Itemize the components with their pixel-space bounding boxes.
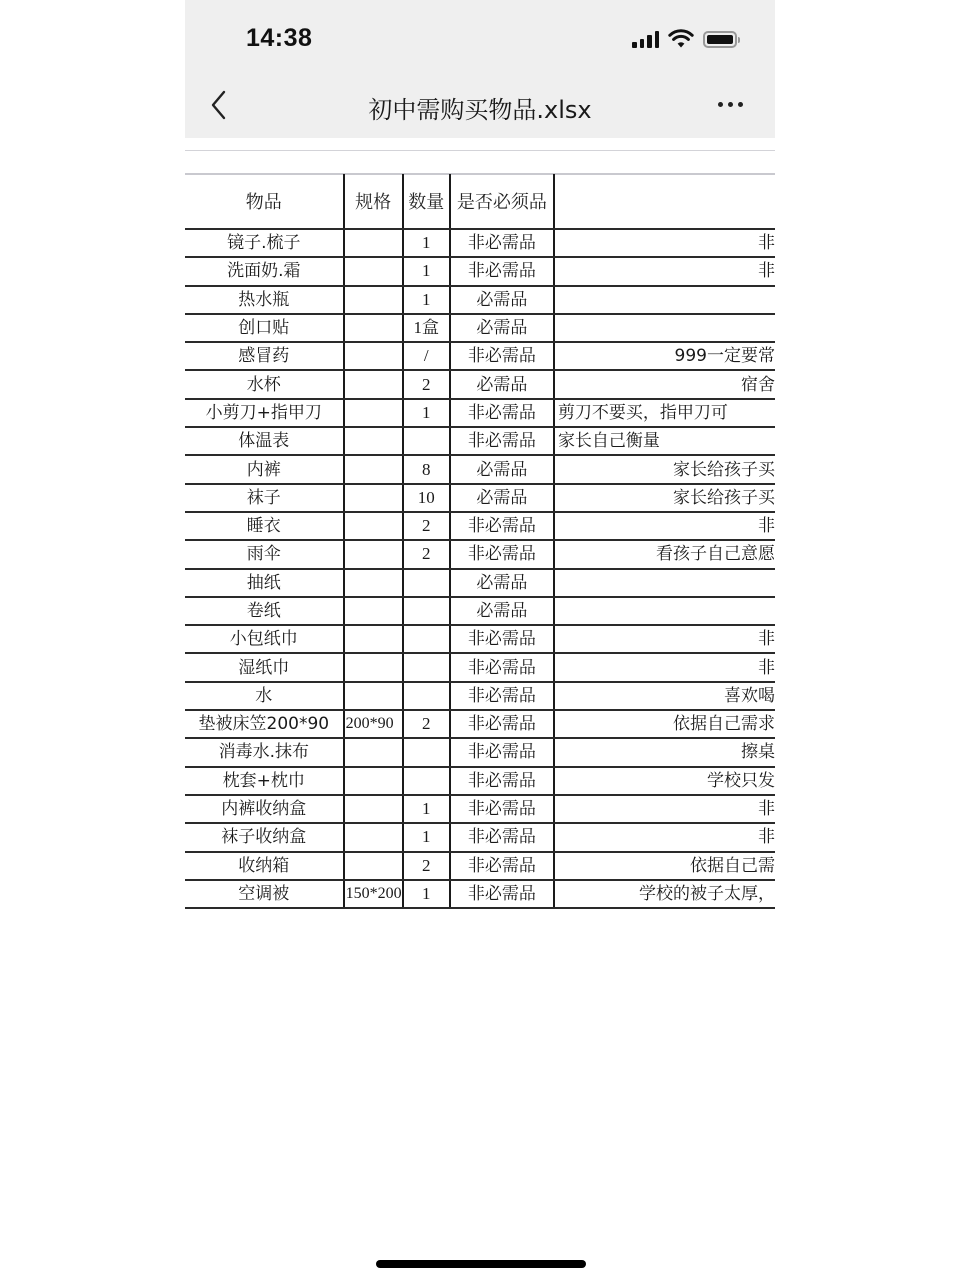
cell-qty-text: 1 — [422, 261, 431, 281]
cell-qty[interactable] — [403, 427, 450, 455]
table-row — [185, 286, 775, 314]
nav-bar — [185, 72, 775, 138]
cell-note[interactable] — [554, 597, 775, 625]
cell-spec[interactable] — [344, 314, 403, 342]
status-time: 14:38 — [246, 24, 313, 52]
cell-qty-text: 1 — [422, 289, 431, 309]
cell-required-text: 必需品 — [476, 487, 528, 508]
cell-required[interactable] — [450, 314, 554, 342]
header-spec[interactable]: 规格 — [344, 174, 403, 229]
cell-item[interactable] — [185, 710, 344, 738]
cell-item[interactable] — [185, 286, 344, 314]
cell-qty-text: 8 — [422, 459, 431, 479]
cell-qty-text: 2 — [422, 714, 431, 734]
cell-qty[interactable] — [403, 286, 450, 314]
cell-qty[interactable] — [403, 795, 450, 823]
cell-required-text: 非必需品 — [467, 657, 536, 678]
cell-note[interactable] — [554, 484, 775, 512]
cell-item[interactable] — [185, 370, 344, 398]
cell-note-text: 非 — [758, 827, 775, 848]
cell-qty-text: 1 — [422, 827, 431, 847]
cell-qty-text: 10 — [417, 487, 435, 507]
cell-note[interactable] — [554, 795, 775, 823]
cell-required[interactable] — [450, 852, 554, 880]
cell-note[interactable] — [554, 738, 775, 766]
cell-item-text: 镜子.梳子 — [227, 233, 301, 254]
cell-note-text: 宿舍 — [741, 374, 775, 395]
cell-required[interactable] — [450, 682, 554, 710]
cell-note[interactable] — [554, 370, 775, 398]
cell-item-text: 小剪刀+指甲刀 — [205, 402, 322, 423]
cell-item[interactable] — [185, 795, 344, 823]
cell-note[interactable] — [554, 540, 775, 568]
table-row — [185, 880, 775, 908]
cell-item[interactable] — [185, 427, 344, 455]
cell-required[interactable] — [450, 399, 554, 427]
cell-item[interactable] — [185, 455, 344, 483]
cell-note[interactable] — [554, 399, 775, 427]
cell-qty-text: 1盒 — [413, 318, 439, 338]
table-row — [185, 653, 775, 681]
table-row — [185, 597, 775, 625]
cell-spec[interactable] — [344, 625, 403, 653]
cell-item[interactable] — [185, 767, 344, 795]
cell-note-text: 依据自己需 — [690, 855, 775, 876]
table-row — [185, 257, 775, 285]
cell-required-text: 必需品 — [476, 289, 528, 310]
table-row — [185, 399, 775, 427]
cell-note-text: 擦桌 — [741, 742, 775, 763]
cell-required-text: 必需品 — [476, 601, 528, 621]
cell-qty-text: 2 — [422, 374, 431, 394]
cell-required[interactable] — [450, 767, 554, 795]
cell-note[interactable] — [554, 257, 775, 285]
cell-required-text: 必需品 — [476, 572, 528, 593]
table-row — [185, 427, 775, 455]
cell-item[interactable] — [185, 314, 344, 342]
cell-note-text: 家长给孩子买 — [673, 459, 775, 480]
cell-item-text: 雨伞 — [246, 544, 281, 565]
table-row — [185, 540, 775, 568]
cell-required-text: 非必需品 — [467, 685, 536, 706]
cell-spec[interactable] — [344, 455, 403, 483]
cell-note[interactable] — [554, 229, 775, 257]
more-horizontal-icon[interactable] — [714, 98, 747, 111]
cell-note-text: 非 — [758, 657, 775, 678]
cell-item-text: 睡衣 — [246, 516, 281, 537]
cell-note-text: 非 — [758, 799, 775, 820]
cell-spec[interactable] — [344, 795, 403, 823]
cell-item-text: 创口贴 — [238, 318, 290, 339]
cell-item-text: 小包纸巾 — [229, 629, 298, 650]
cell-required[interactable] — [450, 795, 554, 823]
cell-required[interactable] — [450, 880, 554, 908]
cell-item-text: 收纳箱 — [238, 855, 290, 876]
cell-required-text: 非必需品 — [467, 855, 536, 876]
cell-item[interactable] — [185, 569, 344, 597]
cell-spec[interactable] — [344, 540, 403, 568]
cell-item-text: 水 — [255, 685, 273, 706]
cell-note[interactable] — [554, 710, 775, 738]
cell-qty[interactable] — [403, 823, 450, 851]
battery-icon — [703, 31, 737, 48]
cell-required[interactable] — [450, 569, 554, 597]
cell-qty[interactable] — [403, 682, 450, 710]
cell-qty-text: / — [423, 346, 429, 366]
cell-note[interactable] — [554, 569, 775, 597]
cell-item-text: 卷纸 — [246, 601, 281, 621]
cell-required[interactable] — [450, 257, 554, 285]
cell-qty[interactable] — [403, 399, 450, 427]
cell-required-text: 非必需品 — [467, 544, 536, 565]
cell-note[interactable] — [554, 342, 775, 370]
cell-item-text: 垫被床笠200*90 — [198, 714, 330, 735]
cell-spec[interactable] — [344, 852, 403, 880]
cell-note[interactable] — [554, 455, 775, 483]
cell-qty[interactable] — [403, 229, 450, 257]
cell-spec[interactable] — [344, 427, 403, 455]
cell-note-text: 家长给孩子买 — [673, 487, 775, 508]
cell-required-text: 非必需品 — [467, 883, 536, 904]
table-row — [185, 512, 775, 540]
cell-note-text: 喜欢喝 — [724, 685, 775, 706]
cell-required-text: 必需品 — [476, 459, 528, 480]
cell-qty[interactable] — [403, 710, 450, 738]
cell-required-text: 非必需品 — [467, 742, 536, 763]
table-row — [185, 342, 775, 370]
table-row — [185, 823, 775, 851]
cell-note-text: 学校只发 — [707, 770, 775, 791]
cell-item[interactable] — [185, 484, 344, 512]
cell-item-text: 枕套+枕巾 — [222, 770, 305, 791]
cell-qty[interactable] — [403, 257, 450, 285]
cell-item-text: 袜子收纳盒 — [221, 827, 307, 848]
cell-qty[interactable] — [403, 597, 450, 625]
cell-qty[interactable] — [403, 569, 450, 597]
cell-item[interactable] — [185, 625, 344, 653]
cell-spec[interactable] — [344, 682, 403, 710]
cell-qty[interactable] — [403, 314, 450, 342]
cell-qty[interactable] — [403, 852, 450, 880]
table-row — [185, 569, 775, 597]
cell-qty-text: 2 — [422, 544, 431, 564]
cell-item-text: 空调被 — [238, 883, 290, 904]
cell-note[interactable] — [554, 823, 775, 851]
cell-item[interactable] — [185, 399, 344, 427]
cell-required[interactable] — [450, 455, 554, 483]
table-row — [185, 738, 775, 766]
cell-note-text: 非 — [758, 233, 775, 254]
cell-qty[interactable] — [403, 540, 450, 568]
cell-spec-text: 150*200 — [345, 884, 402, 902]
cell-qty[interactable] — [403, 625, 450, 653]
cell-item[interactable] — [185, 342, 344, 370]
cell-required[interactable] — [450, 342, 554, 370]
header-note[interactable] — [554, 174, 775, 229]
cell-item[interactable] — [185, 540, 344, 568]
cell-qty[interactable] — [403, 342, 450, 370]
cell-qty-text: 1 — [422, 799, 431, 819]
cell-spec[interactable] — [344, 880, 403, 908]
cell-required[interactable] — [450, 625, 554, 653]
cell-note-text: 看孩子自己意愿 — [656, 544, 775, 565]
table-row — [185, 767, 775, 795]
cell-qty[interactable] — [403, 880, 450, 908]
cell-required[interactable] — [450, 512, 554, 540]
phone-screen — [185, 0, 775, 1280]
cell-required-text: 非必需品 — [467, 261, 536, 282]
cell-item-text: 热水瓶 — [238, 289, 290, 310]
cell-qty[interactable] — [403, 738, 450, 766]
cell-item[interactable] — [185, 597, 344, 625]
cell-item[interactable] — [185, 682, 344, 710]
cell-item-text: 湿纸巾 — [238, 657, 290, 678]
cell-note-text: 依据自己需求 — [673, 714, 775, 735]
sheet-divider — [185, 150, 775, 151]
table-row — [185, 455, 775, 483]
cell-item-text: 内裤收纳盒 — [221, 799, 307, 820]
cell-note[interactable] — [554, 682, 775, 710]
cell-spec[interactable] — [344, 597, 403, 625]
table-row — [185, 795, 775, 823]
cell-qty[interactable] — [403, 370, 450, 398]
cell-note[interactable] — [554, 286, 775, 314]
table-row — [185, 852, 775, 880]
cell-qty-text: 1 — [422, 233, 431, 253]
cell-item[interactable] — [185, 512, 344, 540]
cell-spec[interactable] — [344, 370, 403, 398]
table-row — [185, 370, 775, 398]
cell-note[interactable] — [554, 625, 775, 653]
cell-spec[interactable] — [344, 399, 403, 427]
header-row — [185, 174, 775, 229]
cell-note-text: 学校的被子太厚， — [639, 883, 775, 904]
cell-item-text: 感冒药 — [238, 346, 290, 367]
cell-qty[interactable] — [403, 512, 450, 540]
cell-item-text: 洗面奶.霜 — [227, 261, 301, 282]
cell-spec[interactable] — [344, 569, 403, 597]
cell-item[interactable] — [185, 738, 344, 766]
cell-required[interactable] — [450, 484, 554, 512]
cell-required[interactable] — [450, 823, 554, 851]
cell-qty[interactable] — [403, 653, 450, 681]
cell-required-text: 非必需品 — [467, 770, 536, 791]
spreadsheet-table — [185, 174, 775, 909]
cell-required-text: 必需品 — [476, 374, 528, 395]
header-qty[interactable]: 数量 — [403, 174, 450, 229]
cell-note[interactable] — [554, 880, 775, 908]
cell-required-text: 非必需品 — [467, 346, 536, 367]
cell-qty-text: 2 — [422, 855, 431, 875]
wifi-icon — [668, 29, 694, 49]
cell-item[interactable] — [185, 257, 344, 285]
cell-spec[interactable] — [344, 767, 403, 795]
cell-required[interactable] — [450, 653, 554, 681]
cell-item-text: 消毒水.抹布 — [218, 742, 309, 763]
cell-required-text: 必需品 — [476, 318, 528, 339]
header-required[interactable]: 是否必须品 — [450, 174, 554, 229]
cell-note[interactable] — [554, 427, 775, 455]
cell-note[interactable] — [554, 852, 775, 880]
cell-note-text: 家长自己衡量 — [557, 431, 660, 452]
cell-item[interactable] — [185, 823, 344, 851]
cell-required[interactable] — [450, 597, 554, 625]
cell-required[interactable] — [450, 229, 554, 257]
cell-note-text: 非 — [758, 261, 775, 282]
cell-item[interactable] — [185, 852, 344, 880]
cell-item-text: 袜子 — [246, 487, 281, 508]
cell-item-text: 抽纸 — [246, 572, 281, 593]
cell-required[interactable] — [450, 738, 554, 766]
cell-spec[interactable] — [344, 738, 403, 766]
cell-spec[interactable] — [344, 512, 403, 540]
cell-required[interactable] — [450, 286, 554, 314]
cell-required-text: 非必需品 — [467, 431, 536, 452]
table-row — [185, 710, 775, 738]
table-row — [185, 625, 775, 653]
table-row — [185, 682, 775, 710]
cell-item-text: 体温表 — [238, 431, 290, 452]
cell-qty-text: 2 — [422, 516, 431, 536]
cellular-signal-icon — [632, 30, 659, 48]
cell-spec[interactable] — [344, 342, 403, 370]
cell-spec[interactable] — [344, 484, 403, 512]
status-icons — [632, 28, 737, 50]
cell-item-text: 内裤 — [246, 459, 281, 480]
cell-required-text: 非必需品 — [467, 629, 536, 650]
cell-item[interactable] — [185, 229, 344, 257]
cell-qty-text: 1 — [422, 402, 431, 422]
cell-qty[interactable] — [403, 767, 450, 795]
home-indicator[interactable] — [376, 1260, 586, 1268]
page-title: 初中需购买物品.xlsx — [368, 96, 592, 124]
cell-qty[interactable] — [403, 455, 450, 483]
cell-note-text: 非 — [758, 629, 775, 650]
cell-required-text: 非必需品 — [467, 827, 536, 848]
cell-required-text: 非必需品 — [467, 516, 536, 537]
cell-required-text: 非必需品 — [467, 233, 536, 254]
cell-spec[interactable] — [344, 823, 403, 851]
cell-spec[interactable] — [344, 257, 403, 285]
cell-item[interactable] — [185, 880, 344, 908]
cell-spec[interactable] — [344, 229, 403, 257]
header-item[interactable]: 物品 — [185, 174, 344, 229]
cell-note[interactable] — [554, 653, 775, 681]
cell-spec-text: 200*90 — [345, 715, 394, 733]
cell-required[interactable] — [450, 370, 554, 398]
cell-required[interactable] — [450, 427, 554, 455]
cell-qty[interactable] — [403, 484, 450, 512]
cell-note[interactable] — [554, 767, 775, 795]
cell-required-text: 非必需品 — [467, 402, 536, 423]
cell-note-text: 剪刀不要买，指甲刀可 — [557, 402, 728, 423]
cell-item[interactable] — [185, 653, 344, 681]
status-bar — [185, 0, 775, 72]
cell-required[interactable] — [450, 540, 554, 568]
cell-spec[interactable] — [344, 710, 403, 738]
table-row — [185, 484, 775, 512]
cell-item-text: 水杯 — [246, 374, 281, 395]
cell-note[interactable] — [554, 512, 775, 540]
cell-spec[interactable] — [344, 286, 403, 314]
cell-required-text: 非必需品 — [467, 714, 536, 735]
cell-required-text: 非必需品 — [467, 799, 536, 820]
cell-qty-text: 1 — [422, 883, 431, 903]
cell-note[interactable] — [554, 314, 775, 342]
cell-required[interactable] — [450, 710, 554, 738]
cell-note-text: 999一定要常 — [674, 346, 775, 367]
table-row — [185, 229, 775, 257]
table-row — [185, 314, 775, 342]
cell-note-text: 非 — [758, 516, 775, 537]
cell-spec[interactable] — [344, 653, 403, 681]
